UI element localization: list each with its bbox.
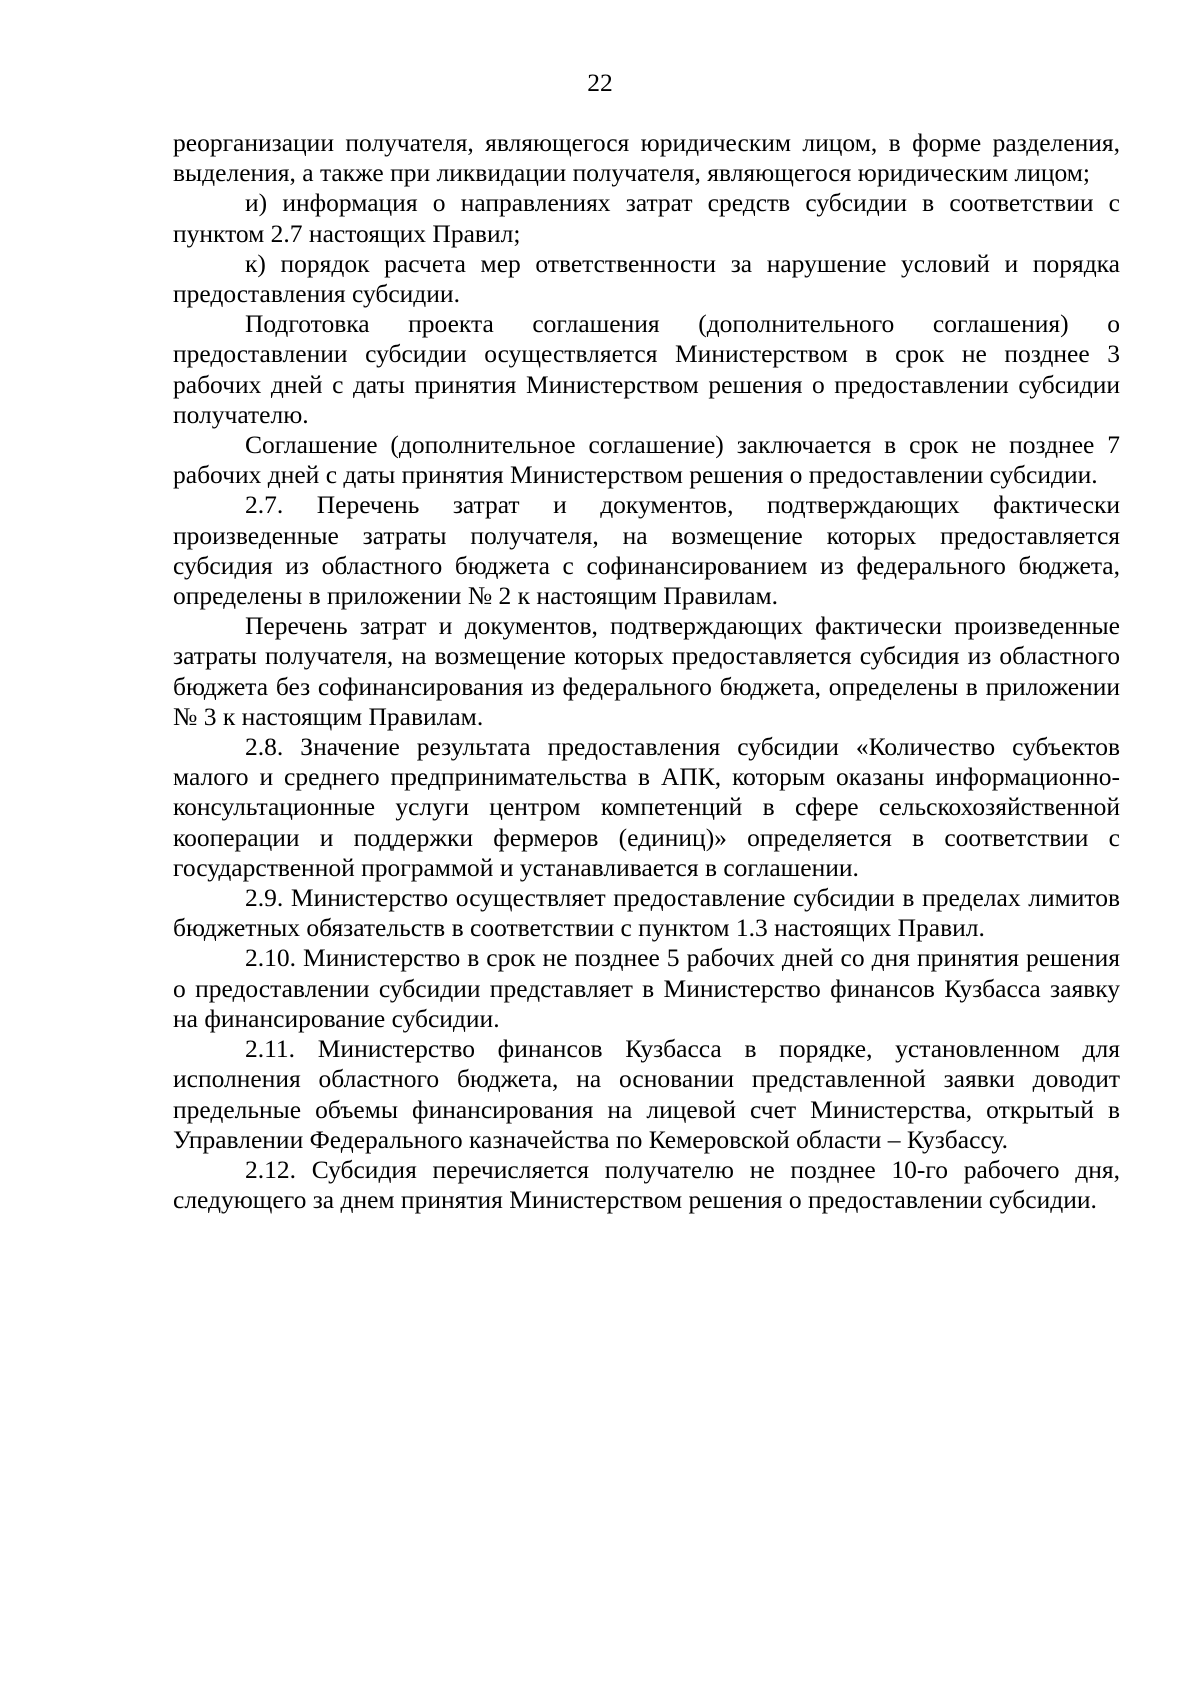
paragraph-2-7: 2.7. Перечень затрат и документов, подтверждающих фактически произведенные затраты получателя, на возмещение которых предоставляется субсидия из областного бюджета с софинансированием из федерального бюджета, определены в приложении № 2 к настоящим Правилам. [173,490,1120,611]
paragraph-agreement-preparation: Подготовка проекта соглашения (дополнительного соглашения) о предоставлении субсидии осуществляется Министерством в срок не позднее 3 рабочих дней с даты принятия Министерством решения о предоставлении субсидии получателю. [173,309,1120,429]
paragraph-2-8: 2.8. Значение результата предоставления субсидии «Количество субъектов малого и среднего предпринимательства в АПК, которым оказаны информационно-консультационные услуги центром компетенций в сфере сельскохозяйственной кооперации и поддержки фермеров (единиц)» определяется в соответствии с государственной программой и устанавливается в соглашении. [173,732,1120,882]
paragraph-2-12: 2.12. Субсидия перечисляется получателю не позднее 10-го рабочего дня, следующего за днем принятия Министерством решения о предоставлении субсидии. [173,1154,1120,1215]
paragraph-2-9: 2.9. Министерство осуществляет предоставление субсидии в пределах лимитов бюджетных обязательств в соответствии с пунктом 1.3 настоящих Правил. [173,883,1120,943]
paragraph-2-7-continued: Перечень затрат и документов, подтверждающих фактически произведенные затраты получателя, на возмещение которых предоставляется субсидия из областного бюджета без софинансирования из федерального бюджета, определены в приложении № 3 к настоящим Правилам. [173,611,1120,731]
paragraph-2-10: 2.10. Министерство в срок не позднее 5 рабочих дней со дня принятия решения о предоставлении субсидии представляет в Министерство финансов Кузбасса заявку на финансирование субсидии. [173,943,1120,1033]
paragraph-reorganization-continued: реорганизации получателя, являющегося юридическим лицом, в форме разделения, выделения, а также при ликвидации получателя, являющегося юридическим лицом; [173,128,1120,188]
paragraph-2-11: 2.11. Министерство финансов Кузбасса в порядке, установленном для исполнения областного бюджета, на основании представленной заявки доводит предельные объемы финансирования на лицевой счет Министерства, открытый в Управлении Федерального казначейства по Кемеровской области – Кузбассу. [173,1034,1120,1154]
paragraph-agreement-conclusion: Соглашение (дополнительное соглашение) заключается в срок не позднее 7 рабочих дней с даты принятия Министерством решения о предоставлении субсидии. [173,430,1120,490]
document-body [173,128,1120,1215]
page-number: 22 [587,68,613,97]
paragraph-item-i: и) информация о направлениях затрат средств субсидии в соответствии с пунктом 2.7 настоящих Правил; [173,188,1120,248]
paragraph-item-k: к) порядок расчета мер ответственности за нарушение условий и порядка предоставления субсидии. [173,248,1120,309]
